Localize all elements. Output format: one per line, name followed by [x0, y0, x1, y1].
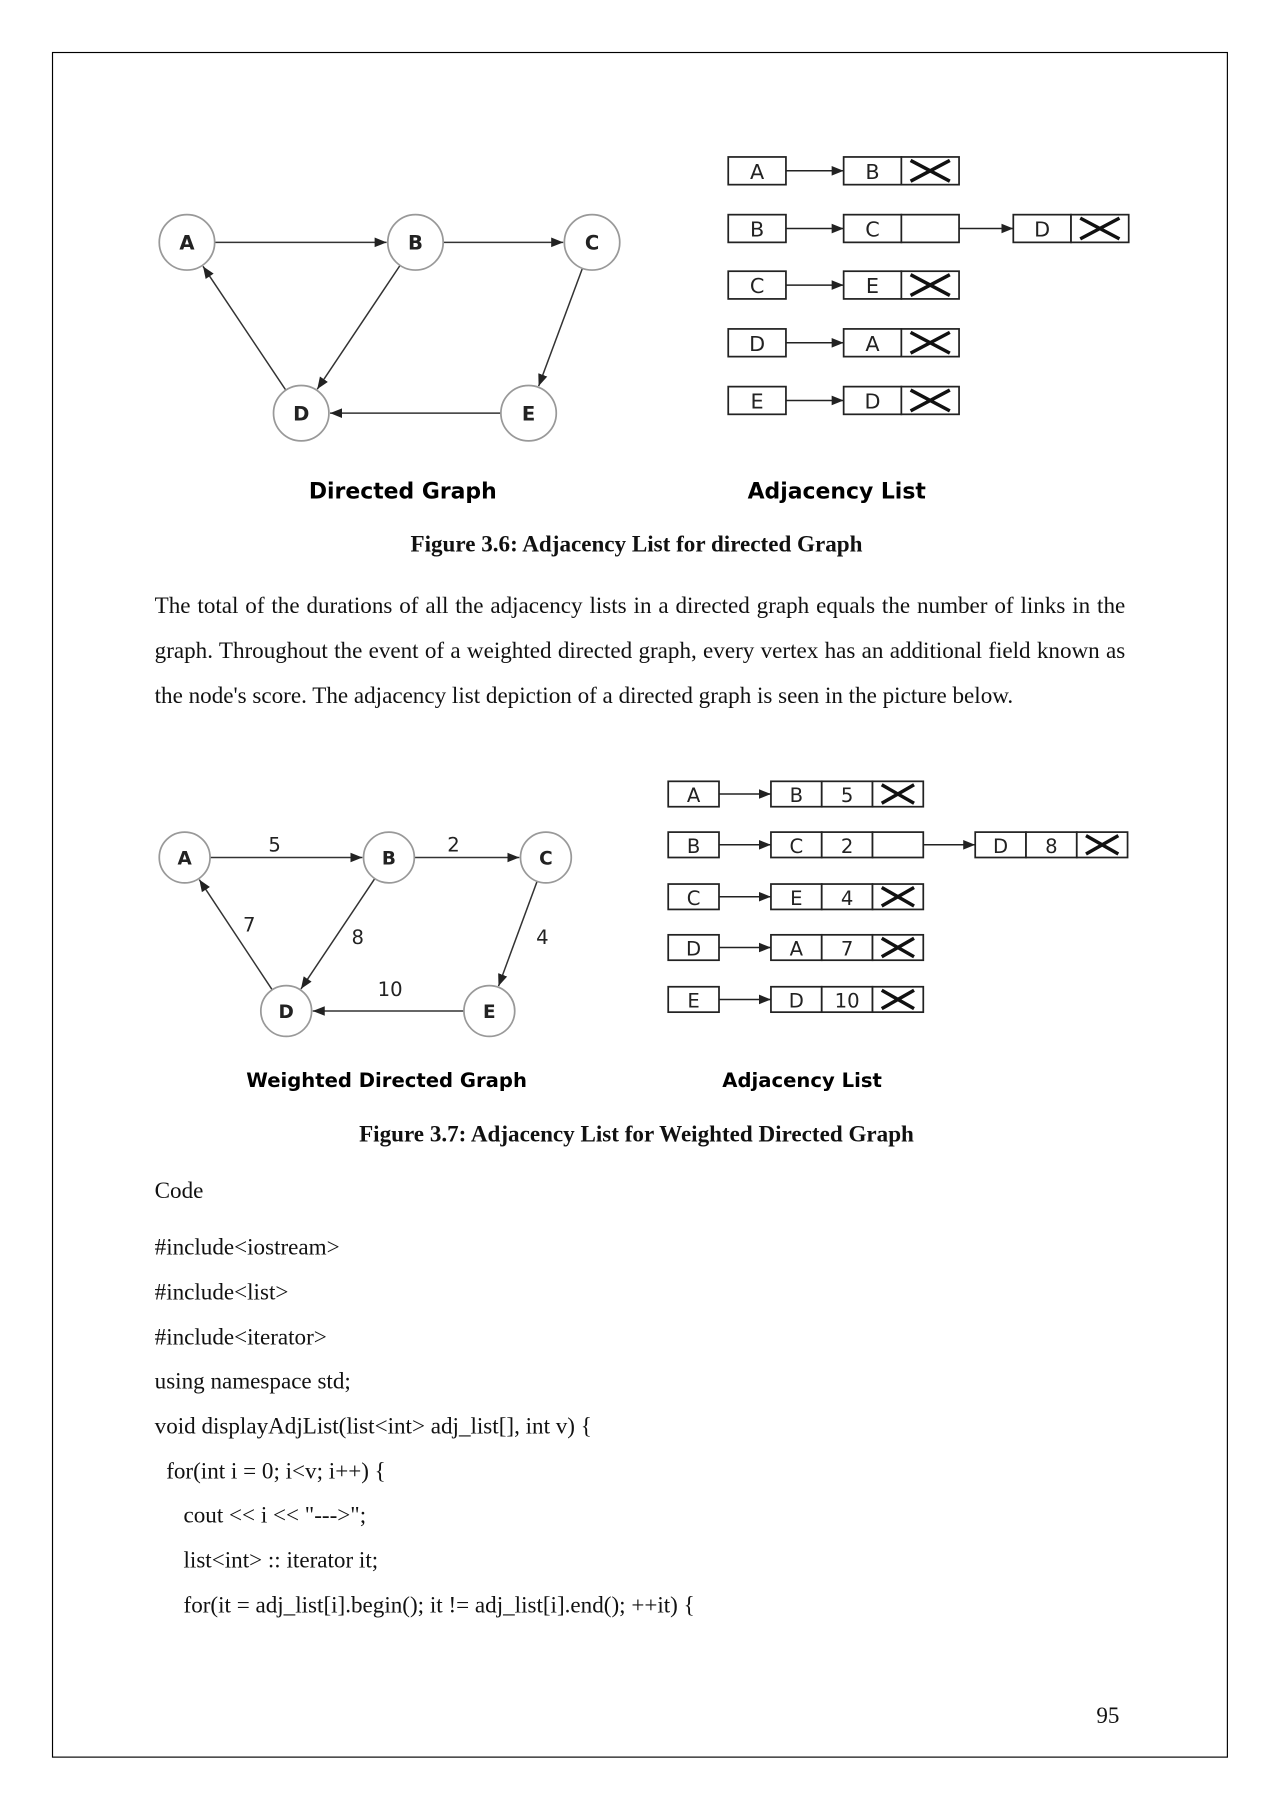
node-label-B: B [407, 231, 423, 255]
list-head-label: E [687, 989, 700, 1013]
list-node-label: E [790, 886, 803, 910]
list-head-label: D [749, 331, 766, 356]
edge-D-A [199, 880, 272, 990]
node-label-D: D [293, 402, 310, 426]
list-head-label: C [749, 274, 765, 299]
list-node-label: D [993, 834, 1009, 858]
node-label-A: A [179, 231, 195, 255]
list-head-label: A [686, 784, 701, 808]
list-node-weight-label: 4 [840, 886, 854, 910]
edge-C-E [539, 268, 583, 386]
node-label-E: E [483, 1001, 496, 1023]
code-line: using namespace std; [154, 1368, 351, 1395]
code-line: for(int i = 0; i<v; i++) { [154, 1458, 386, 1485]
list-node-label: C [789, 834, 804, 858]
figure1-list-label: Adjacency List [747, 479, 926, 505]
figure2-list-label: Adjacency List [722, 1069, 882, 1093]
list-node-label: A [789, 937, 804, 961]
list-node-next [872, 832, 923, 857]
list-head-label: E [750, 389, 764, 414]
code-line: #include<iterator> [154, 1324, 327, 1351]
edge-C-E [499, 881, 538, 986]
list-node-label: D [788, 989, 804, 1013]
list-node-weight-label: 7 [840, 937, 854, 961]
edge-weight: 4 [536, 926, 549, 950]
figure2-caption: Figure 3.7: Adjacency List for Weighted Directed Graph [359, 1121, 914, 1148]
edge-weight: 10 [377, 977, 403, 1001]
figure1-caption: Figure 3.6: Adjacency List for directed Graph [410, 532, 863, 558]
list-node-weight-label: 5 [840, 784, 854, 808]
edge-weight: 2 [447, 833, 460, 857]
page-number: 95 [1096, 1703, 1120, 1729]
list-head-label: C [686, 886, 701, 910]
code-line: for(it = adj_list[i].begin(); it != adj_list[i].end(); ++it) { [154, 1592, 695, 1619]
code-line: #include<iostream> [154, 1234, 340, 1261]
list-head-label: D [686, 937, 702, 961]
list-node-weight-label: 2 [840, 834, 854, 858]
body-paragraph: The total of the durations of all the adjacency lists in a directed graph equals the number of links in the graph. Throughout the event of a weighted directed graph, every vertex has an additional field known as the node's score. The adjacency list depiction of a directed graph is seen in the picture below. [154, 593, 1126, 709]
list-node-label: D [864, 389, 881, 414]
code-line: #include<list> [154, 1279, 289, 1306]
list-head-label: B [749, 217, 765, 242]
figure2-graph-label: Weighted Directed Graph [246, 1069, 527, 1093]
code-line: list<int> :: iterator it; [154, 1547, 379, 1574]
list-head-label: A [749, 159, 765, 184]
figure1-graph-label: Directed Graph [308, 479, 497, 505]
node-label-C: C [539, 848, 553, 870]
list-node-next [901, 215, 959, 243]
code-line: void displayAdjList(list<int> adj_list[], int v) { [154, 1413, 592, 1440]
list-node-label: E [865, 274, 880, 299]
code-label: Code [154, 1178, 204, 1204]
edge-D-A [203, 266, 286, 390]
node-label-B: B [381, 848, 396, 870]
list-node-weight-label: 8 [1045, 834, 1058, 858]
list-node-label: B [865, 159, 880, 184]
node-label-C: C [584, 231, 600, 255]
list-node-label: B [789, 784, 804, 808]
list-node-label: D [1034, 217, 1051, 242]
node-label-D: D [278, 1001, 294, 1023]
node-label-E: E [521, 402, 536, 426]
edge-weight: 7 [243, 913, 256, 937]
list-head-label: B [686, 834, 701, 858]
edge-weight: 8 [351, 926, 365, 950]
code-line: cout << i << "--->"; [154, 1502, 367, 1529]
list-node-label: A [865, 331, 880, 356]
list-node-weight-label: 10 [834, 989, 860, 1013]
list-node-label: C [865, 217, 880, 242]
edge-B-D [317, 265, 400, 389]
node-label-A: A [177, 848, 192, 870]
edge-weight: 5 [268, 833, 281, 857]
